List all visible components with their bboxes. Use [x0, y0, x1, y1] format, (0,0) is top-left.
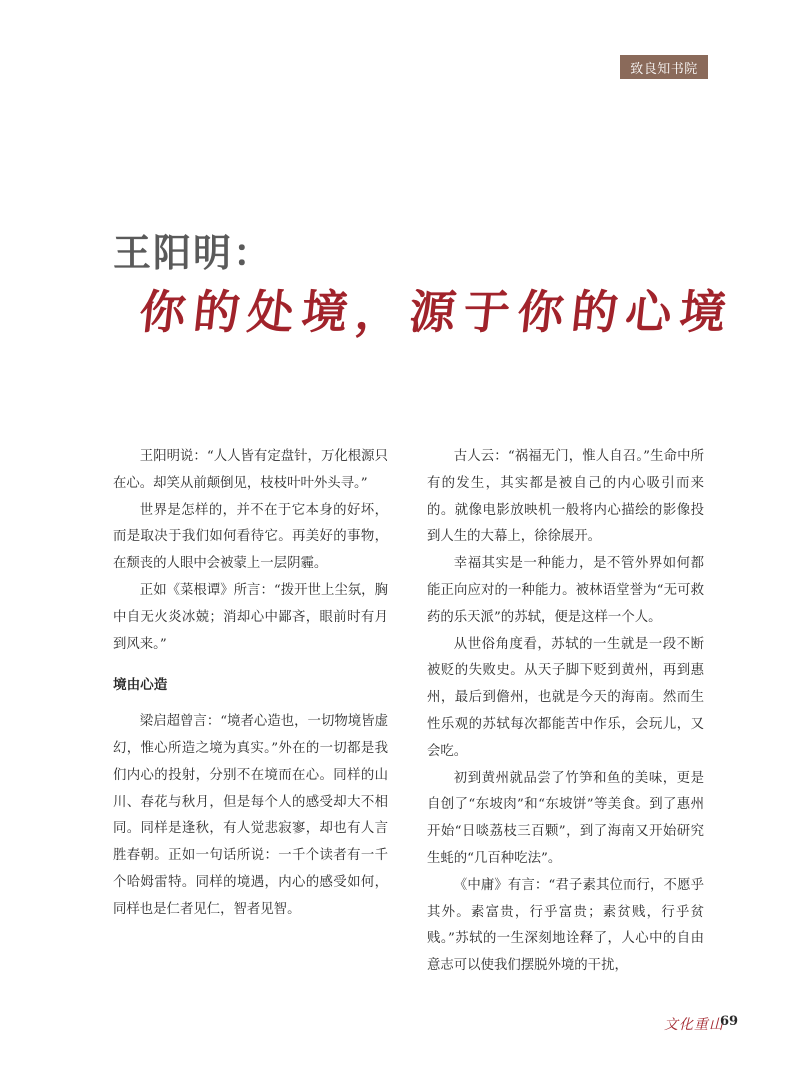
paragraph: 幸福其实是一种能力，是不管外界如何都能正向应对的一种能力。被林语堂誉为“无可救药的乐天派”的苏轼，便是这样一个人。 [427, 556, 704, 625]
paragraph: 王阳明说：“人人皆有定盘针，万化根源只在心。却笑从前颠倒见，枝枝叶叶外头寻。” [113, 449, 388, 491]
paragraph: 古人云：“祸福无门，惟人自召。”生命中所有的发生，其实都是被自己的内心吸引而来的。就像电影放映机一般将内心描绘的影像投到人生的大幕上，徐徐展开。 [427, 449, 704, 545]
paragraph: 正如《菜根谭》所言：“拨开世上尘氛，胸中自无火炎冰兢；消却心中鄙吝，眼前时有月到风来。” [113, 582, 388, 652]
paragraph: 《中庸》有言：“君子素其位而行，不愿乎其外。素富贵，行乎富贵；素贫贱，行乎贫贱。”苏轼的一生深刻地诠释了，人心中的自由意志可以使我们摆脱外境的干扰， [427, 877, 704, 974]
article-title: 王阳明： [113, 231, 274, 275]
section-tag: 致良知书院 [620, 55, 708, 79]
article-subtitle: 你的处境，源于你的心境 [136, 285, 737, 339]
page-number: 69 [720, 1014, 739, 1029]
paragraph: 世界是怎样的，并不在于它本身的好坏，而是取决于我们如何看待它。再美好的事物，在颓丧的人眼中会被蒙上一层阴霾。 [113, 502, 388, 572]
magazine-logo: 文化重山 [664, 1017, 724, 1033]
left-column [113, 444, 388, 924]
section-heading: 境由心造 [113, 677, 168, 694]
paragraph: 从世俗角度看，苏轼的一生就是一段不断被贬的失败史。从天子脚下贬到黄州，再到惠州，最后到儋州，也就是今天的海南。然而生性乐观的苏轼每次都能苦中作乐，会玩儿，又会吃。 [427, 636, 704, 759]
paragraph: 梁启超曾言：“境者心造也，一切物境皆虚幻，惟心所造之境为真实。”外在的一切都是我们内心的投射，分别不在境而在心。同样的山川、春花与秋月，但是每个人的感受却大不相同。同样是逢秋，有人觉悲寂寥，却也有人言胜春朝。正如一句话所说：一千个读者有一千个哈姆雷特。同样的境遇，内心的感受如何，同样也是仁者见仁，智者见智。 [113, 714, 388, 917]
paragraph: 初到黄州就品尝了竹笋和鱼的美味，更是自创了“东坡肉”和“东坡饼”等美食。到了惠州开始“日啖荔枝三百颗”，到了海南又开始研究生蚝的“几百种吃法”。 [427, 770, 704, 866]
right-column [427, 444, 704, 980]
